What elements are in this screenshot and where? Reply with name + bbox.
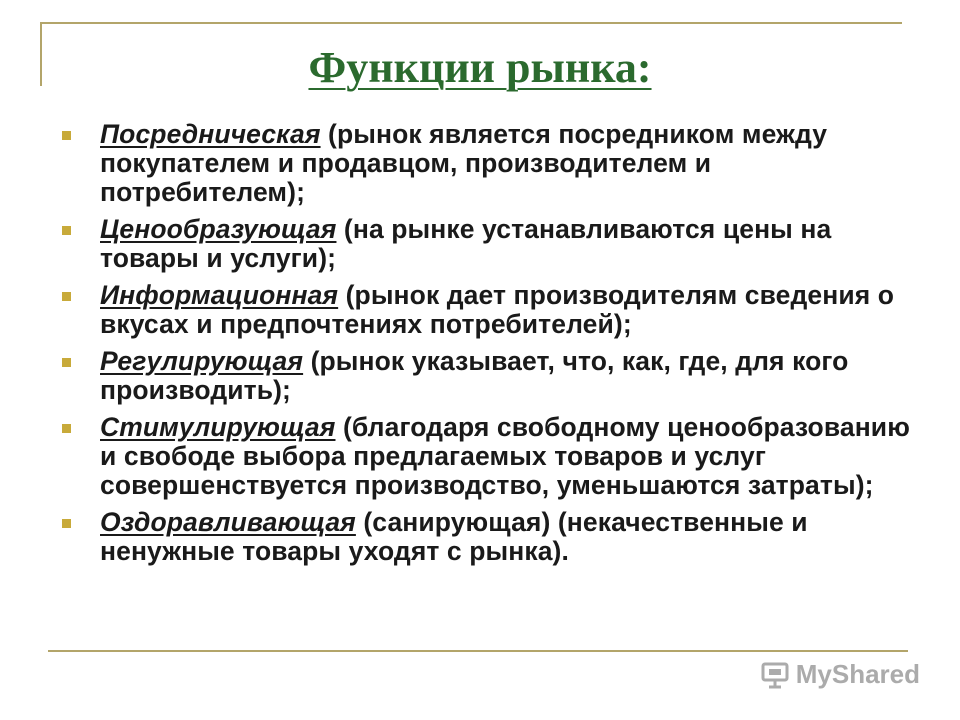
function-term: Оздоравливающая — [100, 507, 356, 537]
slide-title-container — [0, 42, 960, 93]
square-bullet-icon — [62, 131, 71, 140]
function-description: (санирующая) (некачественные и ненужные товары уходят с рынка). — [100, 507, 808, 566]
square-bullet-icon — [62, 424, 71, 433]
function-description: (на рынке устанавливаются цены на товары и услуги); — [100, 214, 832, 273]
slide-title: Функции рынка: — [308, 43, 652, 92]
square-bullet-icon — [62, 519, 71, 528]
square-bullet-icon — [62, 358, 71, 367]
list-item — [62, 281, 922, 339]
list-item — [62, 215, 922, 273]
function-term: Посредническая — [100, 119, 321, 149]
function-term: Стимулирующая — [100, 412, 336, 442]
list-item — [62, 413, 922, 500]
list-item — [62, 508, 922, 566]
frame-line-bottom — [48, 650, 908, 652]
list-item — [62, 347, 922, 405]
function-description: (благодаря свободному ценообразованию и свободе выбора предлагаемых товаров и услуг совершенствуется производство, уменьшаются затраты); — [100, 412, 910, 500]
function-description: (рынок указывает, что, как, где, для кого производить); — [100, 346, 849, 405]
watermark-text: MyShared — [795, 659, 920, 689]
square-bullet-icon — [62, 226, 71, 235]
function-description: (рынок дает производителям сведения о вкусах и предпочтениях потребителей); — [100, 280, 895, 339]
presentation-board-icon — [760, 660, 790, 690]
frame-line-top — [40, 22, 902, 24]
watermark — [760, 659, 920, 690]
function-description: (рынок является посредником между покупателем и продавцом, производителем и потребителем); — [100, 119, 828, 207]
function-term: Ценообразующая — [100, 214, 337, 244]
functions-list — [62, 120, 922, 574]
function-term: Информационная — [100, 280, 339, 310]
square-bullet-icon — [62, 292, 71, 301]
function-term: Регулирующая — [100, 346, 304, 376]
list-item — [62, 120, 922, 207]
